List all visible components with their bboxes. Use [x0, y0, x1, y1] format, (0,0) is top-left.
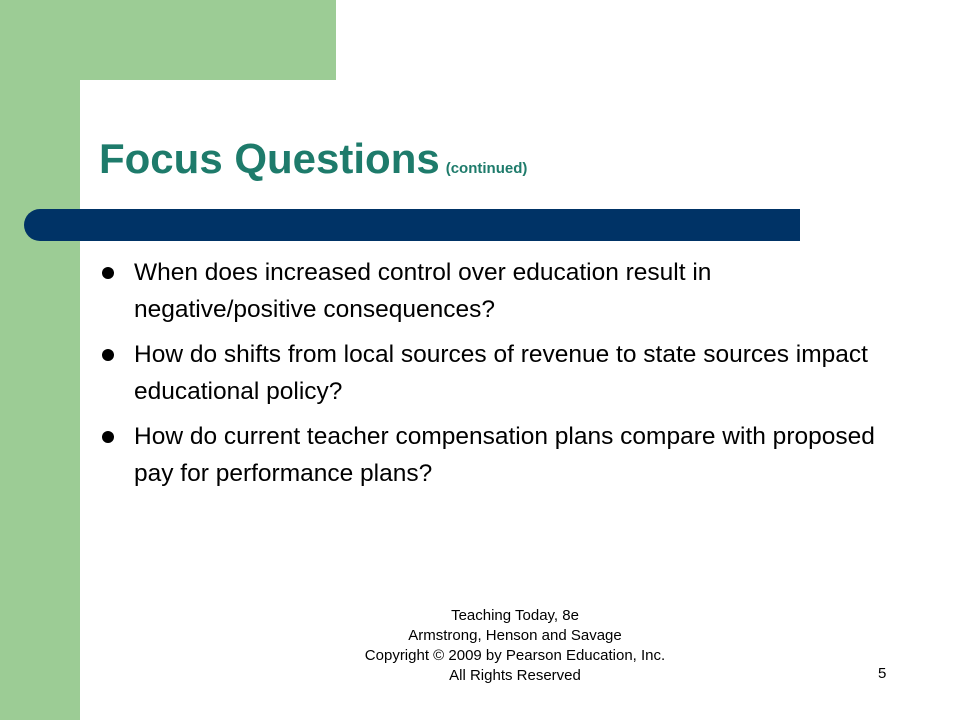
title-underline-bar [24, 209, 800, 241]
bullet-item [100, 254, 880, 328]
bullet-text: How do shifts from local sources of revenue to state sources impact educational policy? [134, 341, 868, 405]
footer-book-title: Teaching Today, 8e [451, 607, 579, 624]
bullet-item [100, 418, 880, 492]
page-number: 5 [878, 665, 887, 682]
slide-title-text: Focus Questions [99, 135, 440, 182]
bullet-text: How do current teacher compensation plans compare with proposed pay for performance plans? [134, 423, 875, 487]
footer-copyright: Copyright © 2009 by Pearson Education, Inc. [364, 647, 666, 664]
slide-subtitle: (continued) [445, 160, 528, 177]
bullet-list [100, 254, 880, 500]
footer-rights: All Rights Reserved [449, 667, 581, 684]
bullet-dot-icon [102, 431, 114, 443]
bullet-dot-icon [102, 349, 114, 361]
left-decor-strip [0, 0, 80, 720]
bullet-text: When does increased control over education result in negative/positive consequences? [134, 259, 712, 323]
top-decor-block [80, 0, 336, 80]
bullet-dot-icon [102, 267, 114, 279]
footer-authors: Armstrong, Henson and Savage [408, 627, 622, 644]
slide-footer [300, 606, 730, 686]
bullet-item [100, 336, 880, 410]
slide-title [99, 134, 527, 194]
